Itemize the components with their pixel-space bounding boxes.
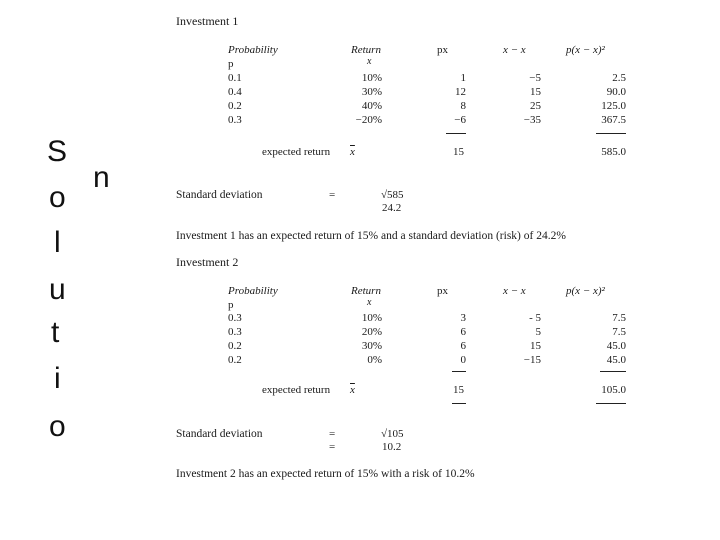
investment2-psq-rule: [600, 371, 626, 372]
investment1-sd-value: 24.2: [382, 202, 402, 214]
investment1-title: Investment 1: [176, 14, 239, 28]
investment1-sd-label: Standard deviation: [176, 189, 263, 201]
investment1-cell-px: 1: [460, 72, 466, 84]
header-x-minus-xbar: x − x: [503, 44, 526, 56]
header2-probability: Probability: [228, 285, 278, 297]
header2-p-symbol: p: [228, 299, 234, 311]
investment2-cell-px: 6: [460, 326, 466, 338]
investment2-cell-dev: 5: [535, 326, 541, 338]
investment1-cell-psq: 2.5: [612, 72, 626, 84]
investment2-cell-dev: −15: [523, 354, 541, 366]
side-letter-l: l: [54, 226, 61, 259]
investment1-expected-label: expected return: [262, 146, 331, 158]
investment2-expected-label: expected return: [262, 384, 331, 396]
investment2-title: Investment 2: [176, 255, 239, 269]
investment2-sd-equals: =: [329, 428, 336, 440]
header2-p-squared: p(x − x)²: [566, 285, 605, 297]
investment2-cell-dev: 15: [530, 340, 541, 352]
investment1-expected-psq: 585.0: [601, 146, 626, 158]
investment1-expected-symbol: $\overline{x}$: [350, 146, 355, 158]
header-px: px: [437, 44, 448, 56]
investment2-sd-value: 10.2: [382, 441, 402, 453]
investment1-summary: Investment 1 has an expected return of 15% and a standard deviation (risk) of 24.2%: [176, 230, 566, 242]
investment2-cell-psq: 45.0: [606, 354, 626, 366]
side-letter-n: n: [93, 161, 110, 194]
header-x-symbol: x: [367, 56, 372, 67]
investment2-cell-psq: 7.5: [612, 312, 626, 324]
investment2-cell-ret: 30%: [361, 340, 382, 352]
investment2-summary: Investment 2 has an expected return of 15% with a risk of 10.2%: [176, 468, 475, 480]
investment1-cell-dev: −35: [523, 114, 541, 126]
investment1-cell-p: 0.2: [228, 100, 242, 112]
investment2-cell-p: 0.2: [228, 340, 242, 352]
investment1-cell-dev: 15: [530, 86, 541, 98]
investment2-expected-symbol: $\overline{x}$: [350, 384, 355, 396]
investment1-cell-px: −6: [454, 114, 466, 126]
investment2-cell-ret: 10%: [361, 312, 382, 324]
investment2-sd-equals-2: =: [329, 441, 336, 453]
investment2-expected-px: 15: [453, 384, 464, 396]
investment2-expected-psq: 105.0: [601, 384, 626, 396]
investment2-cell-px: 3: [460, 312, 466, 324]
investment1-px-rule: [446, 133, 466, 134]
header2-px: px: [437, 285, 448, 297]
investment1-sd-equals: =: [329, 189, 336, 201]
investment2-cell-p: 0.3: [228, 312, 242, 324]
investment2-cell-psq: 7.5: [612, 326, 626, 338]
investment1-expected-px: 15: [453, 146, 464, 158]
investment1-cell-ret: 10%: [361, 72, 382, 84]
investment2-cell-dev: - 5: [529, 312, 541, 324]
investment1-cell-psq: 367.5: [601, 114, 626, 126]
investment1-cell-p: 0.4: [228, 86, 242, 98]
investment2-cell-p: 0.2: [228, 354, 242, 366]
side-letter-o: o: [49, 181, 66, 214]
investment2-sd-label: Standard deviation: [176, 428, 263, 440]
header2-x-minus-xbar: x − x: [503, 285, 526, 297]
investment1-psq-rule: [596, 133, 626, 134]
investment2-cell-psq: 45.0: [606, 340, 626, 352]
header-probability: Probability: [228, 44, 278, 56]
investment1-cell-psq: 125.0: [601, 100, 626, 112]
side-letter-o2: o: [49, 410, 66, 443]
investment1-cell-dev: −5: [529, 72, 541, 84]
investment1-cell-p: 0.1: [228, 72, 242, 84]
investment2-cell-p: 0.3: [228, 326, 242, 338]
investment2-px-underline: [452, 403, 466, 404]
header-p-squared: p(x − x)²: [566, 44, 605, 56]
investment2-cell-ret: 0%: [367, 354, 382, 366]
header-return: Return: [351, 44, 381, 56]
investment1-cell-ret: −20%: [355, 114, 382, 126]
investment2-sd-sqrt: √105: [381, 428, 404, 440]
side-letter-u: u: [49, 273, 66, 306]
investment2-cell-px: 0: [460, 354, 466, 366]
investment1-sd-sqrt: √585: [381, 189, 404, 201]
side-letter-i: i: [54, 362, 61, 395]
investment2-cell-px: 6: [460, 340, 466, 352]
investment1-cell-dev: 25: [530, 100, 541, 112]
investment1-cell-px: 12: [455, 86, 466, 98]
side-letter-s: S: [47, 135, 68, 168]
investment1-cell-psq: 90.0: [606, 86, 626, 98]
header2-return: Return: [351, 285, 381, 297]
header-p-symbol: p: [228, 58, 234, 70]
side-letter-t: t: [51, 316, 60, 349]
investment1-cell-ret: 40%: [361, 100, 382, 112]
investment2-px-rule: [452, 371, 466, 372]
investment1-cell-px: 8: [460, 100, 466, 112]
investment2-psq-underline: [596, 403, 626, 404]
investment2-cell-ret: 20%: [361, 326, 382, 338]
investment1-cell-p: 0.3: [228, 114, 242, 126]
header2-x-symbol: x: [367, 297, 372, 308]
investment1-cell-ret: 30%: [361, 86, 382, 98]
